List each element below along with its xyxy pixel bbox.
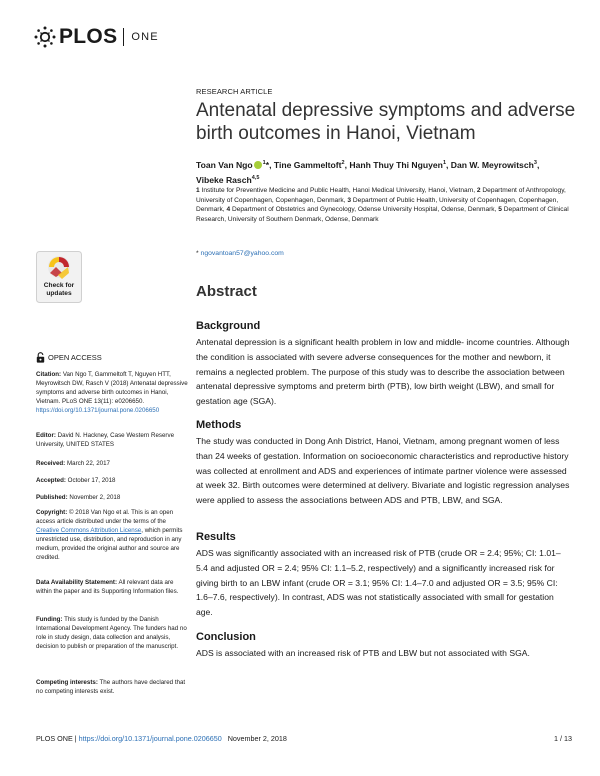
- citation-label: Citation:: [36, 371, 62, 378]
- affil-number: 3: [347, 196, 352, 204]
- affil-text: Department of Anthropology, University of Copenhagen, Copenhagen, Denmark,: [196, 187, 566, 204]
- check-updates-line: updates: [46, 290, 72, 297]
- check-updates-label: [36, 282, 82, 298]
- data-availability-label: Data Availability Statement:: [36, 579, 118, 586]
- citation-block: [36, 371, 188, 416]
- editor-text: David N. Hackney, Case Western Reserve University, UNITED STATES: [36, 432, 175, 448]
- open-access-label: [36, 352, 102, 363]
- open-lock-icon: [36, 352, 45, 363]
- section-text-background: Antenatal depression is a significant health problem in low and middle- income countries. Although the condition is associated with severe adverse consequences for the mother and newborn, it remains a neglected problem. The purpose of this study was to describe the association between antenatal depressive symptoms and preterm birth (PTB), low birth weight (LBW), and small for gestation age (SGA).: [196, 337, 570, 407]
- published-block: [36, 494, 188, 503]
- copyright-block: [36, 509, 188, 562]
- logo-journal: ONE: [131, 31, 159, 43]
- open-access-text: OPEN ACCESS: [48, 353, 102, 362]
- affil-text: Department of Clinical Research, University of Southern Denmark, Odense, Denmark: [196, 206, 569, 223]
- received-date: March 22, 2017: [66, 460, 110, 467]
- funding-text: This study is funded by the Danish International Development Agency. The funders had no role in study design, data collection and analysis, decision to publish or preparation of the manuscript.: [36, 616, 187, 650]
- article-type: RESEARCH ARTICLE: [196, 87, 273, 96]
- author-name[interactable]: Dan W. Meyrowitsch: [450, 160, 534, 170]
- copyright-label: Copyright:: [36, 509, 68, 516]
- section-heading-conclusion: Conclusion: [196, 631, 256, 643]
- affil-number: 2: [476, 187, 481, 194]
- editor-label: Editor:: [36, 432, 56, 439]
- author-name[interactable]: Toan Van Ngo: [196, 160, 253, 170]
- logo-divider: [123, 28, 124, 46]
- competing-interests-block: [36, 679, 188, 697]
- orcid-icon[interactable]: [254, 161, 262, 169]
- footer-separator: |: [74, 734, 77, 743]
- email-mark: *: [196, 250, 199, 257]
- logo-brand: PLOS: [59, 25, 118, 48]
- affil-number: 5: [498, 206, 502, 214]
- author-name[interactable]: Tine Gammeltoft: [273, 160, 342, 170]
- funding-label: Funding:: [36, 616, 63, 623]
- copyright-text-end: , which permits unrestricted use, distribution, and reproduction in any medium, provided the original author and source are credited.: [36, 526, 183, 561]
- received-label: Received:: [36, 460, 66, 467]
- page-footer: [36, 734, 572, 743]
- email-link[interactable]: ngovantoan57@yahoo.com: [200, 250, 284, 257]
- abstract-heading: Abstract: [196, 283, 257, 300]
- competing-interests-label: Competing interests:: [36, 679, 98, 686]
- citation-doi-link[interactable]: https://doi.org/10.1371/journal.pone.0206650: [36, 406, 160, 414]
- author-name[interactable]: Vibeke Rasch: [196, 175, 252, 185]
- published-label: Published:: [36, 494, 68, 501]
- footer-doi-link[interactable]: https://doi.org/10.1371/journal.pone.0206650: [78, 734, 222, 743]
- section-text-methods: The study was conducted in Dong Anh District, Hanoi, Vietnam, among pregnant women of less than 24 weeks of gestation. Information on socioeconomic characteristics and reproductive history was collected at enrollment and ADS and experiences of intimate partner violence were assessed at week 32. Birth outcomes were determined at delivery. Bivariate and logistic regression analyses were applied to assess the associations between ADS and PTB, LBW, and SGA.: [196, 436, 570, 506]
- affil-text: Department of Obstetrics and Gynecology, Odense University Hospital, Odense, Denmark,: [231, 206, 497, 214]
- affil-text: Department of Public Health, University of Copenhagen, Copenhagen, Denmark,: [196, 196, 559, 214]
- page-number: 1 / 13: [554, 734, 572, 743]
- citation-text: Van Ngo T, Gammeltoft T, Nguyen HTT, Meyrowitsch DW, Rasch V (2018) Antenatal depressive symptoms and adverse birth outcomes in Hanoi, Vietnam. PLoS ONE 13(11): e0206650.: [36, 371, 188, 405]
- plos-one-logo[interactable]: [34, 26, 159, 48]
- check-updates-line: Check for: [43, 282, 75, 289]
- accepted-label: Accepted:: [36, 477, 66, 484]
- competing-interests-text: The authors have declared that no competing interests exist.: [36, 679, 186, 695]
- author-affil-sup: 2: [341, 160, 345, 166]
- author-affil-sup: 1: [262, 160, 266, 166]
- accepted-block: [36, 477, 188, 486]
- footer-journal: PLOS ONE: [36, 734, 73, 743]
- affil-number: 4: [226, 206, 231, 214]
- section-heading-background: Background: [196, 320, 261, 332]
- author-name[interactable]: Hanh Thuy Thi Nguyen: [349, 160, 443, 170]
- published-date: November 2, 2018: [69, 494, 121, 501]
- affil-number: 1: [196, 187, 200, 194]
- data-availability-text: All relevant data are within the paper and its Supporting Information files.: [36, 579, 179, 595]
- editor-block: [36, 432, 188, 450]
- corresponding-mark: *: [265, 160, 270, 170]
- author-affil-sup: 4,5: [251, 175, 260, 181]
- funding-block: [36, 616, 188, 652]
- author-affil-sup: 3: [533, 160, 537, 166]
- data-availability-block: [36, 579, 188, 597]
- affiliations: [196, 186, 570, 224]
- author-list: Toan Van Ngo $^1$*, Tine Gammeltoft$^2$, Hanh Thuy Thi Nguyen$^1$, Dan W. Meyrowitsch$^3$, Vibeke Rasch$^{4,5}$: [196, 160, 540, 185]
- accepted-date: October 17, 2018: [67, 477, 116, 484]
- author-affil-sup: 1: [442, 160, 446, 166]
- plos-logo-icon: [34, 26, 56, 48]
- section-heading-methods: Methods: [196, 419, 242, 431]
- footer-date: November 2, 2018: [227, 734, 287, 743]
- affil-text: Institute for Preventive Medicine and Public Health, Hanoi Medical University, Hanoi, Vietnam,: [201, 187, 476, 194]
- section-text-results: ADS was significantly associated with an increased risk of PTB (crude OR = 2.4; 95%; CI: 1.01–5.4 and adjusted OR = 2.4; 95% CI: 1.1–5.2, respectively) and a significantly increased risk for giving birth to an LBW infant (crude OR = 3.1; 95% CI: 1.4–7.0 and adjusted OR = 3.5; 95% CI: 1.6–7.6, respectively). In contrast, ADS was not statistically associated with small for gestation age.: [196, 548, 561, 618]
- license-link[interactable]: Creative Commons Attribution License: [36, 526, 142, 534]
- section-heading-results: Results: [196, 531, 236, 543]
- corresponding-email: [196, 250, 284, 257]
- article-title: Antenatal depressive symptoms and adverse birth outcomes in Hanoi, Vietnam: [196, 100, 576, 144]
- received-block: [36, 460, 188, 469]
- copyright-text: © 2018 Van Ngo et al. This is an open access article distributed under the terms of the: [36, 509, 174, 525]
- section-text-conclusion: ADS is associated with an increased risk of PTB and LBW but not associated with SGA.: [196, 648, 530, 658]
